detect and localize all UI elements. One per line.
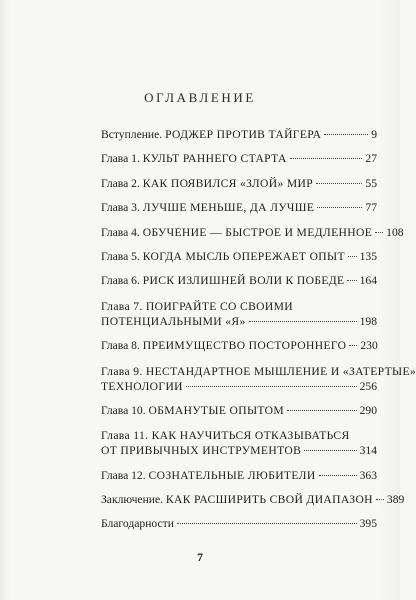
toc-entry (101, 428, 377, 458)
toc-entry (101, 364, 416, 394)
toc-entry-prefix: Глава 8. (101, 339, 143, 353)
toc-entry-title: ПОИГРАЙТЕ СО СВОИМИ (145, 299, 294, 313)
toc-entry (101, 250, 377, 264)
dot-leader (290, 158, 363, 159)
dot-leader (376, 499, 384, 500)
toc-entry-label (101, 364, 416, 379)
toc-entry-title-line2: ОТ ПРИВЫЧНЫХ ИНСТРУМЕНТОВ (101, 444, 302, 458)
dot-leader (324, 134, 368, 135)
toc-entry-label (101, 404, 284, 418)
dot-leader (319, 475, 357, 476)
toc-entry-page: 164 (359, 274, 377, 288)
toc-entry-label (101, 517, 174, 531)
toc-entry-label (101, 339, 346, 353)
toc-entry-prefix: Глава 2. (101, 176, 143, 190)
toc-entry-page: 108 (386, 225, 404, 239)
toc-entry-page: 290 (359, 403, 377, 417)
toc-entry-title: ОБУЧЕНИЕ — БЫСТРОЕ И МЕДЛЕННОЕ (142, 225, 373, 239)
toc-entry-title: РИСК ИЗЛИШНЕЙ ВОЛИ К ПОБЕДЕ (142, 274, 345, 288)
dot-leader (347, 280, 356, 281)
toc-entry (101, 404, 377, 418)
toc-entry-prefix: Глава 1. (101, 152, 143, 166)
toc-entry-page: 27 (365, 152, 377, 166)
toc-entry (101, 225, 404, 240)
toc-entry-prefix: Глава 4. (101, 225, 143, 239)
toc-entry (101, 517, 377, 531)
toc-entry (101, 128, 377, 142)
toc-heading: ОГЛАВЛЕНИЕ (144, 90, 256, 105)
toc-entry-title: ОБМАНУТЫЕ ОПЫТОМ (148, 403, 285, 417)
toc-entry-label (101, 469, 316, 483)
toc-entry-continuation (101, 314, 377, 329)
toc-entry-page: 314 (359, 444, 377, 458)
toc-entry-label (101, 493, 373, 507)
toc-entry-title: ПРЕИМУЩЕСТВО ПОСТОРОННЕГО (142, 339, 347, 353)
table-of-contents (101, 128, 416, 542)
toc-entry-page: 55 (365, 176, 377, 190)
toc-entry-title: КАК ПОЯВИЛСЯ «ЗЛОЙ» МИР (142, 176, 314, 190)
toc-entry-label (101, 428, 377, 443)
toc-entry-label (101, 177, 313, 191)
dot-leader (249, 321, 357, 322)
toc-entry-label (101, 274, 344, 288)
toc-entry-continuation (101, 379, 377, 394)
toc-entry-prefix: Глава 11. (101, 429, 152, 443)
toc-entry-page: 230 (360, 339, 378, 353)
toc-entry-page: 198 (359, 314, 377, 328)
toc-entry-page: 256 (359, 379, 377, 393)
page-number: 7 (197, 550, 203, 564)
toc-entry-title-line2: ТЕХНОЛОГИИ (101, 379, 183, 393)
toc-entry-title: КАК НАУЧИТЬСЯ ОТКАЗЫВАТЬСЯ (151, 429, 350, 443)
dot-leader (316, 183, 362, 184)
toc-entry-title: КУЛЬТ РАННЕГО СТАРТА (142, 152, 287, 166)
toc-entry (101, 152, 377, 166)
toc-entry-title-line2: ПОТЕНЦИАЛЬНЫМИ «Я» (101, 314, 246, 328)
dot-leader (304, 450, 356, 451)
toc-entry-prefix: Глава 7. (101, 299, 146, 313)
toc-entry-prefix: Заключение. (101, 493, 166, 507)
toc-entry-prefix: Глава 6. (101, 274, 143, 288)
toc-entry-label (101, 299, 377, 314)
toc-entry (101, 299, 377, 329)
toc-entry-label (101, 201, 314, 215)
toc-entry-title: КОГДА МЫСЛЬ ОПЕРЕЖАЕТ ОПЫТ (142, 249, 345, 263)
toc-entry (101, 339, 377, 353)
toc-entry-label (101, 226, 372, 240)
toc-entry-title: КАК РАСШИРИТЬ СВОЙ ДИАПАЗОН (165, 493, 373, 507)
toc-entry-prefix: Глава 3. (101, 201, 143, 215)
toc-entry-title: СОЗНАТЕЛЬНЫЕ ЛЮБИТЕЛИ (148, 468, 316, 482)
toc-entry-page: 135 (359, 249, 377, 263)
dot-leader (186, 386, 357, 387)
toc-entry-prefix: Глава 12. (101, 468, 149, 482)
toc-entry-label (101, 128, 321, 142)
toc-entry-label (101, 152, 287, 166)
dot-leader (348, 256, 357, 257)
toc-entry-page: 395 (359, 517, 377, 531)
toc-entry (101, 274, 377, 288)
toc-entry (101, 201, 377, 215)
toc-entry-page: 389 (386, 493, 405, 507)
toc-entry-prefix: Благодарности (101, 517, 174, 531)
dot-leader (317, 207, 362, 208)
toc-entry-title: РОДЖЕР ПРОТИВ ТАЙГЕРА (165, 128, 322, 141)
toc-entry-continuation (101, 443, 377, 458)
toc-entry-title: НЕСТАНДАРТНОЕ МЫШЛЕНИЕ И «ЗАТЕРТЫЕ» (145, 364, 416, 378)
toc-entry-label (101, 250, 345, 264)
toc-entry-title: ЛУЧШЕ МЕНЬШЕ, ДА ЛУЧШЕ (142, 201, 315, 215)
dot-leader (349, 345, 357, 346)
toc-entry-page: 363 (359, 468, 377, 482)
toc-entry (101, 177, 377, 191)
toc-entry-prefix: Глава 9. (101, 364, 146, 378)
toc-entry-prefix: Глава 5. (101, 249, 143, 263)
dot-leader (375, 232, 383, 233)
toc-entry-prefix: Глава 10. (101, 403, 149, 417)
toc-entry (101, 469, 377, 483)
toc-entry (101, 493, 405, 507)
dot-leader (177, 523, 357, 524)
toc-entry-prefix: Вступление. (101, 128, 166, 141)
toc-entry-page: 9 (371, 128, 377, 141)
toc-entry-page: 77 (365, 201, 377, 215)
dot-leader (287, 410, 357, 411)
